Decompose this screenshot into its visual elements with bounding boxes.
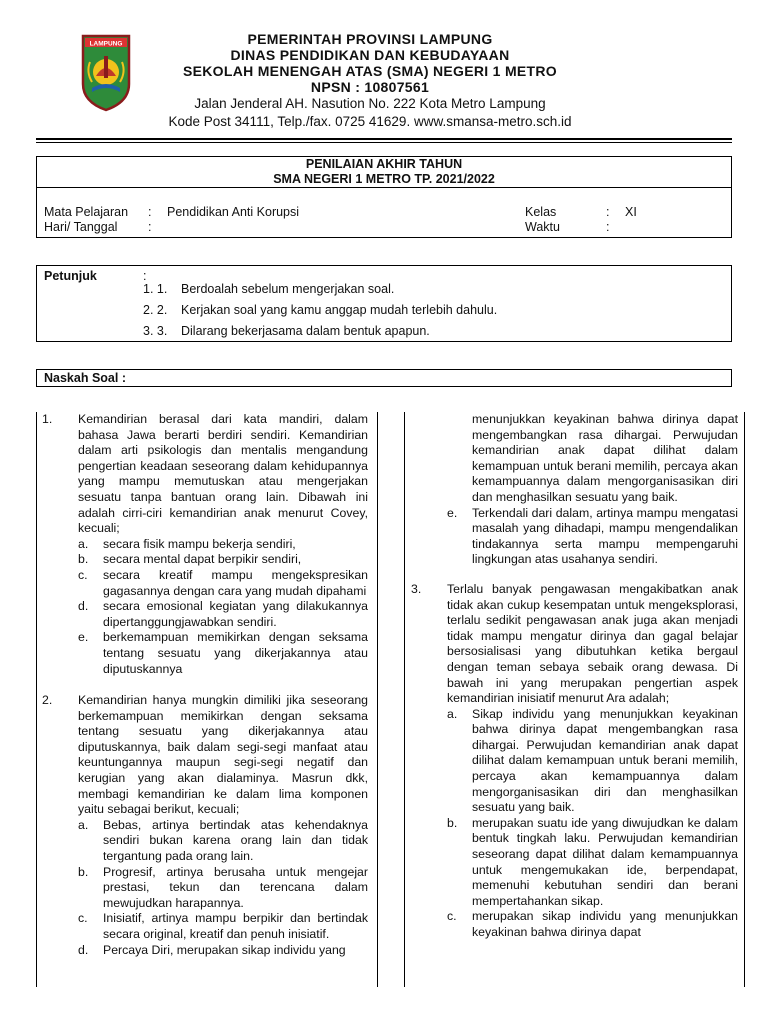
instruction-num: 2. 2.	[143, 303, 168, 317]
instruction-num: 3. 3.	[143, 324, 168, 338]
question-number: 2.	[42, 693, 53, 708]
answer-option	[447, 506, 738, 568]
question-2-continued	[411, 412, 738, 568]
question-text: Terlalu banyak pengawasan mengakibatkan anak tidak akan cukup kesempatan untuk mengeksplorasi, terlalu sedikit pengawasan anak juga akan menjadi tidak mampu mengatur dirinya dan gagal belajar bersosialisasi yang dibutuhkan ketika bergaul dengan teman sebaya sebaik orang dewasa. Di bawah ini yang merupakan pengertian aspek kemandirian inisiatif menurut Ara adalah;	[447, 581, 738, 706]
option-continuation: menunjukkan keyakinan bahwa dirinya dapat mengembangkan rasa dihargai. Perwujudan kemandirian anak dapat dilihat dalam kemampuan untuk berani memilih, percaya akan kemampuannya dalam mengorganisasikan diri dan menghasilkan sesuatu yang baik.	[472, 412, 738, 504]
question-2	[42, 693, 368, 958]
instruction-text: Kerjakan soal yang kamu anggap mudah terlebih dahulu.	[181, 303, 498, 317]
naskah-soal-bar	[36, 369, 732, 387]
question-number: 3.	[411, 581, 422, 596]
question-text: Kemandirian berasal dari kata mandiri, dalam bahasa Jawa berarti berdiri sendiri. Kemandirian dalam arti psikologis dan mentalis mengandung pengertian keadaan seseorang dalam kehidupannya yang mampu memutuskan atau mengerjakan sesuatu tanpa bantuan orang lain. Dibawah ini adalah cirri-ciri kemandirian anak menurut Covey, kecuali;	[78, 412, 368, 536]
instruction-num: 1. 1.	[143, 282, 168, 296]
option-letter: c.	[447, 909, 457, 924]
question-3	[411, 582, 738, 941]
exam-info-divider	[37, 187, 731, 188]
option-letter: c.	[78, 911, 88, 926]
answer-option	[78, 568, 368, 599]
school-name: SEKOLAH MENENGAH ATAS (SMA) NEGERI 1 METRO	[182, 63, 557, 79]
time-label: Waktu	[525, 220, 560, 234]
option-letter: d.	[78, 599, 89, 614]
answer-option	[447, 909, 738, 940]
answer-option	[78, 943, 368, 959]
school-address: Jalan Jenderal AH. Nasution No. 222 Kota Metro Lampung	[194, 96, 546, 111]
instruction-text: Berdoalah sebelum mengerjakan soal.	[181, 282, 395, 296]
option-letter: b.	[78, 864, 89, 879]
option-text: Terkendali dari dalam, artinya mampu mengatasi masalah yang dihadapi, mampu mengendalikan tindakannya serta mampu mempengaruhi lingkungan atas usahanya sendiri.	[472, 505, 738, 567]
option-letter: a.	[447, 706, 458, 721]
answer-option	[447, 816, 738, 910]
govt-name: PEMERINTAH PROVINSI LAMPUNG	[247, 31, 493, 47]
instruction-text: Dilarang bekerjasama dalam bentuk apapun.	[181, 324, 430, 338]
right-column-rule-inner	[404, 412, 405, 987]
instructions-colon: :	[143, 269, 147, 283]
option-text: secara fisik mampu bekerja sendiri,	[103, 536, 296, 551]
header-rule-thick	[36, 138, 732, 140]
answer-option	[78, 818, 368, 865]
option-text: Inisiatif, artinya mampu berpikir dan bertindak secara original, kreatif dan penuh inisiatif.	[103, 911, 368, 941]
option-letter: a.	[78, 817, 89, 832]
option-text: Sikap individu yang menunjukkan keyakinan bahwa dirinya dapat mengembangkan rasa dihargai. Perwujudan kemandirian anak dapat dilihat dalam kemampuan untuk berani memilih, percaya akan kemampuannya dalam mengorganisasikan diri dan menghasilkan sesuatu yang baik.	[472, 706, 738, 815]
subject-label: Mata Pelajaran	[44, 205, 129, 219]
question-1	[42, 412, 368, 677]
option-text: merupakan suatu ide yang diwujudkan ke dalam bentuk tingkah laku. Perwujudan kemandirian seseorang dapat dilihat dalam kemampuannya untuk mengemukakan ide, berpendapat, memenuhi kebutuhan sendiri dan berani mempertahankan sikap.	[472, 815, 738, 908]
subject-colon: :	[148, 205, 152, 219]
option-letter: e.	[447, 505, 458, 520]
class-colon: :	[606, 205, 610, 219]
answer-option	[78, 911, 368, 942]
option-text: Bebas, artinya bertindak atas kehendaknya sendiri bukan karena orang lain dan tidak tergantung pada orang lain.	[103, 817, 368, 864]
npsn: NPSN : 10807561	[310, 79, 430, 95]
left-column-rule-inner	[377, 412, 378, 987]
exam-title: PENILAIAN AKHIR TAHUN	[305, 157, 463, 171]
school-contact: Kode Post 34111, Telp./fax. 0725 41629. www.smansa-metro.sch.id	[168, 114, 572, 129]
letterhead	[0, 0, 768, 145]
left-column-rule-outer	[36, 412, 37, 987]
option-text: secara mental dapat berpikir sendiri,	[103, 552, 302, 567]
option-letter: d.	[78, 942, 89, 957]
option-text: berkemampuan memikirkan dengan seksama tentang sesuatu yang dikerjakannya atau diputuskannya	[103, 630, 368, 676]
answer-option	[78, 865, 368, 912]
exam-subtitle: SMA NEGERI 1 METRO TP. 2021/2022	[273, 172, 495, 186]
header-rule-thin	[36, 142, 732, 143]
class-value: XI	[625, 205, 637, 219]
date-label: Hari/ Tanggal	[44, 220, 118, 234]
right-column-rule-outer	[744, 412, 745, 987]
right-question-column	[411, 412, 738, 957]
subject-value: Pendidikan Anti Korupsi	[167, 205, 300, 219]
question-number: 1.	[42, 412, 53, 426]
exam-info-box	[36, 156, 732, 238]
option-text: Percaya Diri, merupakan sikap individu yang	[103, 942, 346, 957]
option-text: secara emosional kegiatan yang dilakukannya dipertanggungjawabkan sendiri.	[103, 599, 368, 629]
option-text: secara kreatif mampu mengekspresikan gagasannya dengan cara yang mudah dipahami	[103, 567, 368, 598]
time-colon: :	[606, 220, 610, 234]
instructions-box	[36, 265, 732, 342]
option-letter: b.	[78, 552, 89, 567]
option-text: Progresif, artinya berusaha untuk mengejar prestasi, tekun dan terencana dalam mewujudkan harapannya.	[103, 864, 368, 910]
instructions-label: Petunjuk	[44, 269, 97, 283]
option-letter: c.	[78, 567, 88, 582]
answer-option	[78, 599, 368, 630]
option-letter: b.	[447, 815, 458, 830]
answer-option	[78, 537, 368, 553]
option-letter: a.	[78, 536, 89, 551]
logo-text: LAMPUNG	[89, 40, 123, 48]
class-label: Kelas	[525, 205, 557, 219]
option-letter: e.	[78, 630, 89, 645]
answer-option	[78, 552, 368, 568]
agency-name: DINAS PENDIDIKAN DAN KEBUDAYAAN	[230, 47, 510, 63]
lampung-emblem-icon	[80, 32, 132, 112]
naskah-soal-label: Naskah Soal :	[44, 371, 126, 385]
answer-option	[447, 707, 738, 816]
date-colon: :	[148, 220, 152, 234]
answer-option	[78, 630, 368, 677]
option-text: merupakan sikap individu yang menunjukkan keyakinan bahwa dirinya dapat	[472, 909, 738, 939]
left-question-column	[42, 412, 368, 974]
question-text: Kemandirian hanya mungkin dimiliki jika seseorang berkemampuan memikirkan dengan seksama tentang sesuatu yang dikerjakannya atau diputuskannya, baik dalam segi-segi manfaat atau keuntungannya maupun segi-segi negatif dan kerugian yang akan dialaminya. Masrun dkk, membagi kemandirian ke dalam lima komponen yaitu sebagai berikut, kecuali;	[78, 693, 368, 817]
